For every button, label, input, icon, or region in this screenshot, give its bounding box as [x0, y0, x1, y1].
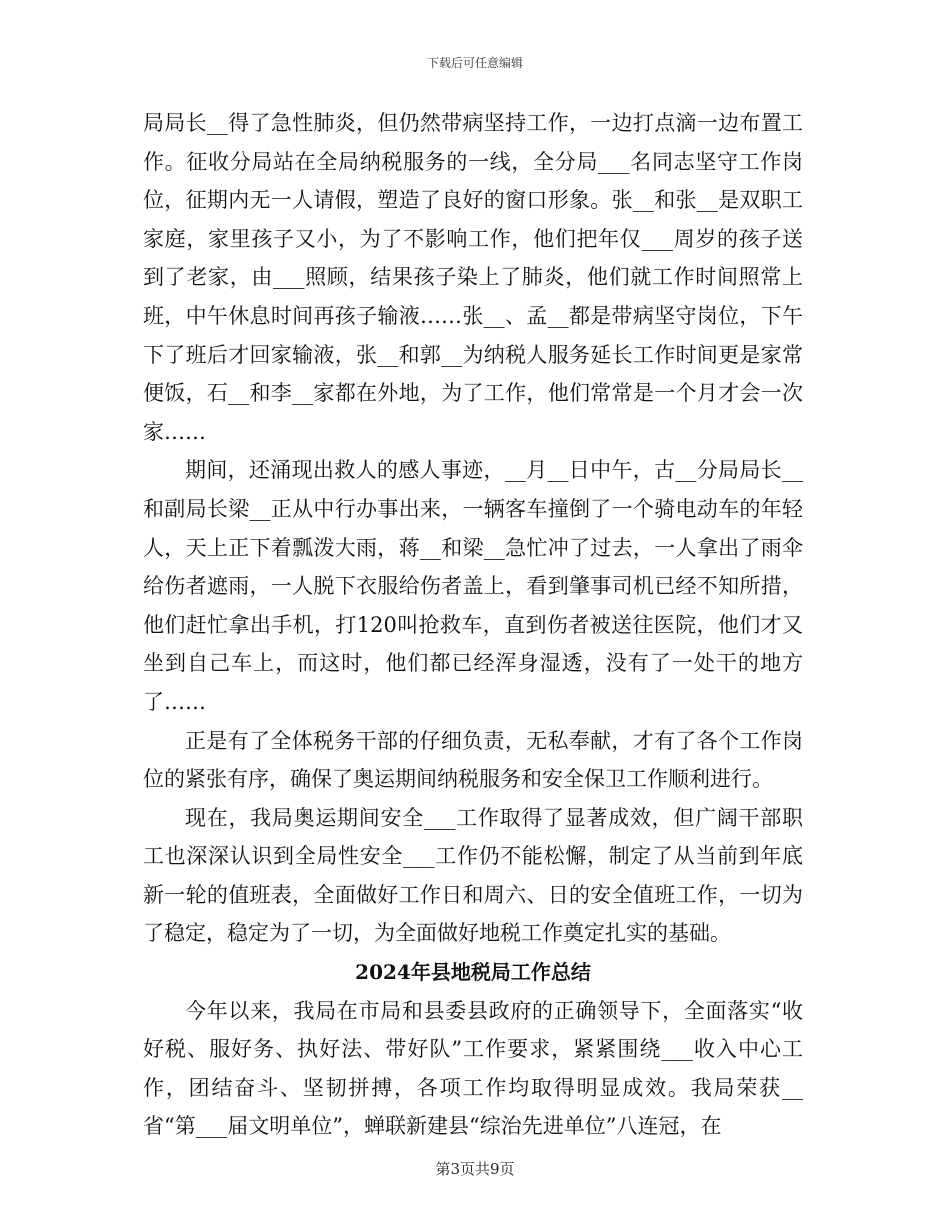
document-body — [143, 104, 803, 1146]
paragraph-4: 现在，我局奥运期间安全___工作取得了显著成效，但广阔干部职工也深深认识到全局性安全___工作仍不能松懈，制定了从当前到年底新一轮的值班表，全面做好工作日和周六、日的安全值班工作，一切为了稳定，稳定为了一切，为全面做好地税工作奠定扎实的基础。 — [143, 805, 803, 946]
section-title: 2024年县地税局工作总结 — [355, 960, 591, 985]
paragraph-3: 正是有了全体税务干部的仔细负责，无私奉献，才有了各个工作岗位的紧张有序，确保了奥运期间纳税服务和安全保卫工作顺利进行。 — [143, 728, 803, 792]
paragraph-2: 期间，还涌现出救人的感人事迹，__月__日中午，古__分局局长__和副局长梁__正从中行办事出来，一辆客车撞倒了一个骑电动车的年轻人，天上正下着瓢泼大雨，蒋__和梁__急忙冲了过去，一人拿出了雨伞给伤者遮雨，一人脱下衣服给伤者盖上，看到肇事司机已经不知所措，他们赶忙拿出手机，打120叫抢救车，直到伤者被送往医院，他们才又坐到自己车上，而这时，他们都已经浑身湿透，没有了一处干的地方了…… — [143, 458, 803, 714]
page-header: 下载后可任意编辑 — [426, 56, 523, 70]
paragraph-1: 局局长__得了急性肺炎，但仍然带病坚持工作，一边打点滴一边布置工作。征收分局站在全局纳税服务的一线，全分局___名同志坚守工作岗位，征期内无一人请假，塑造了良好的窗口形象。张__和张__是双职工家庭，家里孩子又小，为了不影响工作，他们把年仅___周岁的孩子送到了老家，由___照顾，结果孩子染上了肺炎，他们就工作时间照常上班，中午休息时间再孩子输液……张__、孟__都是带病坚守岗位，下午下了班后才回家输液，张__和郭__为纳税人服务延长工作时间更是家常便饭，石__和李__家都在外地，为了工作，他们常常是一个月才会一次家…… — [143, 111, 803, 444]
section-paragraph-1: 今年以来，我局在市局和县委县政府的正确领导下，全面落实“收好税、服好务、执好法、带好队”工作要求，紧紧围绕___收入中心工作，团结奋斗、坚韧拼搏，各项工作均取得明显成效。我局荣获__省“第___届文明单位”，蝉联新建县“综治先进单位”八连冠，在 — [143, 998, 803, 1139]
page-footer: 第3页共9页 — [435, 1160, 515, 1178]
